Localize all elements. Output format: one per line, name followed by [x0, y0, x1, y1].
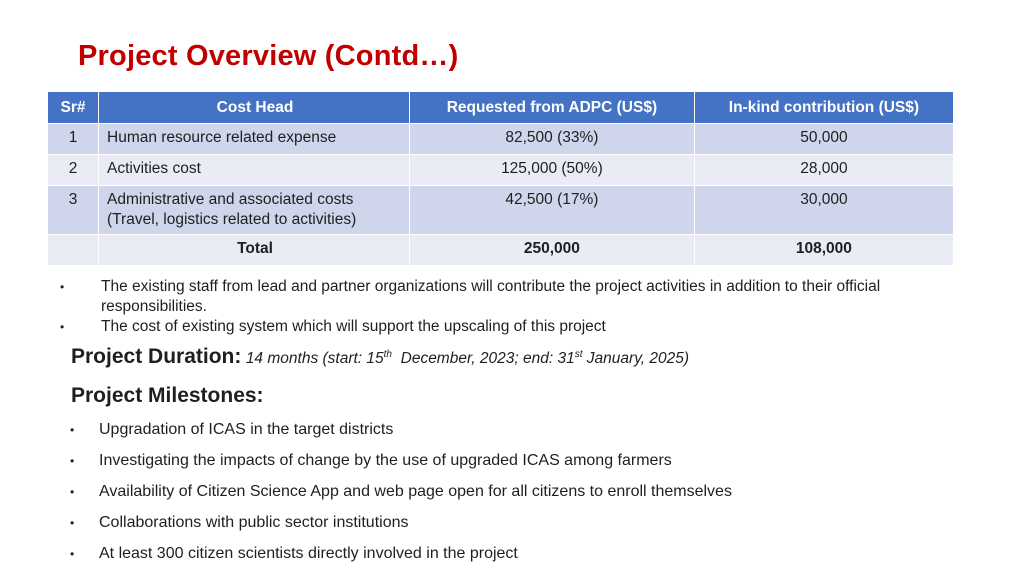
- row-requested: 42,500 (17%): [410, 186, 695, 235]
- row-cost-head: Human resource related expense: [99, 124, 410, 155]
- total-sr: [48, 235, 99, 266]
- bullet-icon: •: [70, 454, 75, 468]
- table-total-row: [48, 235, 954, 266]
- bullet-icon: •: [70, 547, 75, 561]
- duration-label: Project Duration:: [71, 345, 242, 368]
- header-cost-head: Cost Head: [99, 92, 410, 124]
- total-label: Total: [99, 235, 410, 266]
- milestone-text: Upgradation of ICAS in the target districts: [99, 421, 394, 438]
- row-sr: 1: [48, 124, 99, 155]
- row-inkind: 28,000: [694, 155, 953, 186]
- bullet-icon: •: [60, 320, 65, 334]
- duration-value: 14 months (start: 15th December, 2023; end: 31st January, 2025): [245, 348, 690, 367]
- milestone-item: [70, 513, 732, 544]
- row-sr: 3: [48, 186, 99, 235]
- total-requested: 250,000: [410, 235, 695, 266]
- bullet-icon: •: [60, 280, 65, 294]
- total-inkind: 108,000: [694, 235, 953, 266]
- table-row: [48, 124, 954, 155]
- row-sr: 2: [48, 155, 99, 186]
- note-item: [60, 277, 940, 317]
- cost-table: [48, 92, 954, 265]
- row-inkind: 50,000: [694, 124, 953, 155]
- milestone-item: [70, 420, 732, 451]
- milestone-text: At least 300 citizen scientists directly involved in the project: [99, 545, 518, 562]
- header-inkind: In-kind contribution (US$): [694, 92, 953, 124]
- notes-list: [60, 277, 940, 337]
- milestone-item: [70, 482, 732, 513]
- table-row: [48, 186, 954, 235]
- bullet-icon: •: [70, 423, 75, 437]
- milestone-item: [70, 544, 732, 575]
- milestone-text: Collaborations with public sector institutions: [99, 514, 409, 531]
- table-row: [48, 155, 954, 186]
- note-item: [60, 317, 940, 337]
- table-header-row: [48, 92, 954, 124]
- row-requested: 82,500 (33%): [410, 124, 695, 155]
- bullet-icon: •: [70, 485, 75, 499]
- bullet-icon: •: [70, 516, 75, 530]
- project-duration: [71, 345, 689, 369]
- row-cost-head: [99, 186, 410, 235]
- row-cost-head: Activities cost: [99, 155, 410, 186]
- row-inkind: 30,000: [694, 186, 953, 235]
- milestone-text: Investigating the impacts of change by the use of upgraded ICAS among farmers: [99, 452, 672, 469]
- header-sr: Sr#: [48, 92, 99, 124]
- milestones-list: [70, 420, 732, 575]
- milestone-item: [70, 451, 732, 482]
- row-cost-head-line1: Administrative and associated costs: [107, 191, 354, 208]
- row-requested: 125,000 (50%): [410, 155, 695, 186]
- page-title: Project Overview (Contd…): [78, 40, 459, 72]
- header-requested: Requested from ADPC (US$): [410, 92, 695, 124]
- note-text: The existing staff from lead and partner organizations will contribute the project activities in addition to their official responsibilities.: [101, 278, 881, 315]
- milestone-text: Availability of Citizen Science App and web page open for all citizens to enroll themselves: [99, 483, 732, 500]
- note-text: The cost of existing system which will support the upscaling of this project: [101, 318, 606, 335]
- milestones-title: Project Milestones:: [71, 384, 264, 407]
- row-cost-head-line2: (Travel, logistics related to activities): [107, 211, 357, 228]
